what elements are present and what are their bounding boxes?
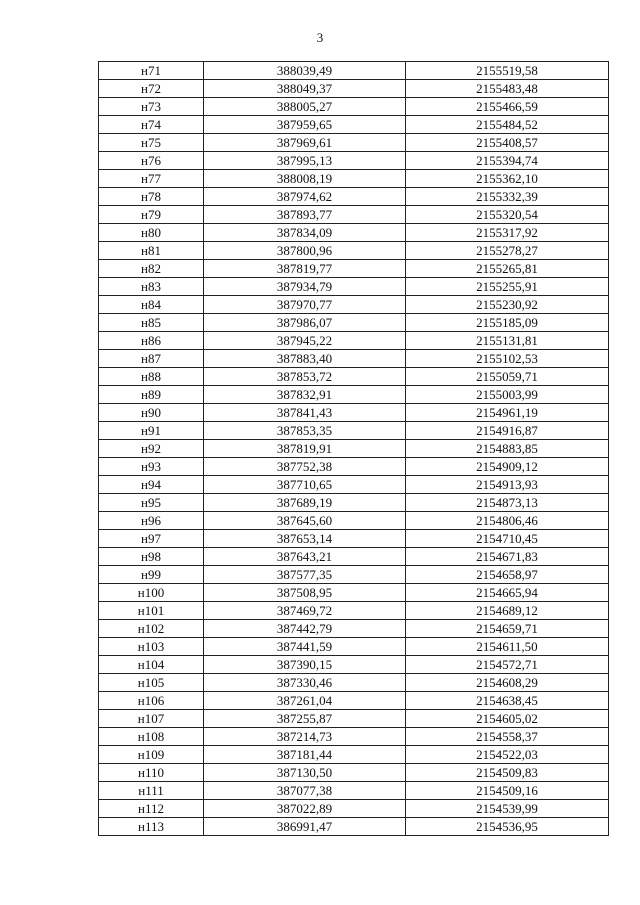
point-id-cell: н113	[99, 818, 204, 836]
point-id-cell: н109	[99, 746, 204, 764]
point-id-cell: н107	[99, 710, 204, 728]
y-coordinate-cell: 2154671,83	[406, 548, 609, 566]
x-coordinate-cell: 387853,35	[204, 422, 406, 440]
point-id-cell: н111	[99, 782, 204, 800]
point-id-cell: н103	[99, 638, 204, 656]
table-row	[99, 458, 609, 476]
point-id-cell: н87	[99, 350, 204, 368]
table-row	[99, 530, 609, 548]
point-id-cell: н91	[99, 422, 204, 440]
point-id-cell: н74	[99, 116, 204, 134]
table-row	[99, 584, 609, 602]
coordinates-table-body	[99, 62, 609, 836]
point-id-cell: н77	[99, 170, 204, 188]
y-coordinate-cell: 2155059,71	[406, 368, 609, 386]
x-coordinate-cell: 387645,60	[204, 512, 406, 530]
point-id-cell: н94	[99, 476, 204, 494]
y-coordinate-cell: 2154558,37	[406, 728, 609, 746]
y-coordinate-cell: 2154961,19	[406, 404, 609, 422]
table-row	[99, 98, 609, 116]
point-id-cell: н82	[99, 260, 204, 278]
table-row	[99, 692, 609, 710]
point-id-cell: н112	[99, 800, 204, 818]
x-coordinate-cell: 388005,27	[204, 98, 406, 116]
x-coordinate-cell: 387752,38	[204, 458, 406, 476]
x-coordinate-cell: 387841,43	[204, 404, 406, 422]
point-id-cell: н85	[99, 314, 204, 332]
point-id-cell: н90	[99, 404, 204, 422]
point-id-cell: н73	[99, 98, 204, 116]
x-coordinate-cell: 387832,91	[204, 386, 406, 404]
table-row	[99, 476, 609, 494]
x-coordinate-cell: 387893,77	[204, 206, 406, 224]
point-id-cell: н104	[99, 656, 204, 674]
x-coordinate-cell: 387969,61	[204, 134, 406, 152]
table-row	[99, 62, 609, 80]
y-coordinate-cell: 2155408,57	[406, 134, 609, 152]
y-coordinate-cell: 2154689,12	[406, 602, 609, 620]
x-coordinate-cell: 387442,79	[204, 620, 406, 638]
x-coordinate-cell: 388049,37	[204, 80, 406, 98]
x-coordinate-cell: 387330,46	[204, 674, 406, 692]
y-coordinate-cell: 2154611,50	[406, 638, 609, 656]
table-row	[99, 386, 609, 404]
x-coordinate-cell: 387970,77	[204, 296, 406, 314]
table-row	[99, 170, 609, 188]
y-coordinate-cell: 2154638,45	[406, 692, 609, 710]
x-coordinate-cell: 387643,21	[204, 548, 406, 566]
coordinates-table	[98, 61, 609, 836]
x-coordinate-cell: 387214,73	[204, 728, 406, 746]
y-coordinate-cell: 2155255,91	[406, 278, 609, 296]
x-coordinate-cell: 387441,59	[204, 638, 406, 656]
y-coordinate-cell: 2155484,52	[406, 116, 609, 134]
table-row	[99, 332, 609, 350]
table-row	[99, 350, 609, 368]
y-coordinate-cell: 2154522,03	[406, 746, 609, 764]
point-id-cell: н99	[99, 566, 204, 584]
x-coordinate-cell: 387255,87	[204, 710, 406, 728]
x-coordinate-cell: 387883,40	[204, 350, 406, 368]
point-id-cell: н92	[99, 440, 204, 458]
x-coordinate-cell: 387469,72	[204, 602, 406, 620]
x-coordinate-cell: 387077,38	[204, 782, 406, 800]
page-number: 3	[316, 30, 324, 45]
y-coordinate-cell: 2154605,02	[406, 710, 609, 728]
table-row	[99, 710, 609, 728]
point-id-cell: н72	[99, 80, 204, 98]
x-coordinate-cell: 387959,65	[204, 116, 406, 134]
x-coordinate-cell: 387689,19	[204, 494, 406, 512]
table-row	[99, 134, 609, 152]
x-coordinate-cell: 387261,04	[204, 692, 406, 710]
table-row	[99, 620, 609, 638]
table-row	[99, 746, 609, 764]
y-coordinate-cell: 2155230,92	[406, 296, 609, 314]
x-coordinate-cell: 388008,19	[204, 170, 406, 188]
point-id-cell: н108	[99, 728, 204, 746]
y-coordinate-cell: 2155483,48	[406, 80, 609, 98]
y-coordinate-cell: 2154913,93	[406, 476, 609, 494]
point-id-cell: н97	[99, 530, 204, 548]
point-id-cell: н106	[99, 692, 204, 710]
point-id-cell: н71	[99, 62, 204, 80]
y-coordinate-cell: 2155332,39	[406, 188, 609, 206]
x-coordinate-cell: 387022,89	[204, 800, 406, 818]
point-id-cell: н79	[99, 206, 204, 224]
x-coordinate-cell: 387577,35	[204, 566, 406, 584]
x-coordinate-cell: 387800,96	[204, 242, 406, 260]
table-row	[99, 800, 609, 818]
y-coordinate-cell: 2155466,59	[406, 98, 609, 116]
y-coordinate-cell: 2155519,58	[406, 62, 609, 80]
point-id-cell: н89	[99, 386, 204, 404]
table-row	[99, 206, 609, 224]
y-coordinate-cell: 2155102,53	[406, 350, 609, 368]
x-coordinate-cell: 387819,91	[204, 440, 406, 458]
x-coordinate-cell: 387390,15	[204, 656, 406, 674]
x-coordinate-cell: 387853,72	[204, 368, 406, 386]
table-row	[99, 278, 609, 296]
table-row	[99, 440, 609, 458]
point-id-cell: н98	[99, 548, 204, 566]
table-row	[99, 296, 609, 314]
y-coordinate-cell: 2155131,81	[406, 332, 609, 350]
x-coordinate-cell: 387974,62	[204, 188, 406, 206]
y-coordinate-cell: 2154873,13	[406, 494, 609, 512]
point-id-cell: н83	[99, 278, 204, 296]
point-id-cell: н105	[99, 674, 204, 692]
table-row	[99, 512, 609, 530]
point-id-cell: н100	[99, 584, 204, 602]
table-row	[99, 314, 609, 332]
y-coordinate-cell: 2155003,99	[406, 386, 609, 404]
x-coordinate-cell: 387995,13	[204, 152, 406, 170]
y-coordinate-cell: 2154536,95	[406, 818, 609, 836]
table-row	[99, 818, 609, 836]
point-id-cell: н86	[99, 332, 204, 350]
table-row	[99, 728, 609, 746]
table-row	[99, 782, 609, 800]
table-row	[99, 152, 609, 170]
x-coordinate-cell: 387834,09	[204, 224, 406, 242]
y-coordinate-cell: 2154509,16	[406, 782, 609, 800]
table-row	[99, 368, 609, 386]
x-coordinate-cell: 387130,50	[204, 764, 406, 782]
y-coordinate-cell: 2154883,85	[406, 440, 609, 458]
y-coordinate-cell: 2154539,99	[406, 800, 609, 818]
y-coordinate-cell: 2155317,92	[406, 224, 609, 242]
table-row	[99, 404, 609, 422]
y-coordinate-cell: 2154659,71	[406, 620, 609, 638]
point-id-cell: н75	[99, 134, 204, 152]
y-coordinate-cell: 2154608,29	[406, 674, 609, 692]
point-id-cell: н81	[99, 242, 204, 260]
table-row	[99, 188, 609, 206]
table-row	[99, 674, 609, 692]
y-coordinate-cell: 2154665,94	[406, 584, 609, 602]
point-id-cell: н78	[99, 188, 204, 206]
x-coordinate-cell: 387181,44	[204, 746, 406, 764]
point-id-cell: н96	[99, 512, 204, 530]
x-coordinate-cell: 387945,22	[204, 332, 406, 350]
y-coordinate-cell: 2155320,54	[406, 206, 609, 224]
table-row	[99, 494, 609, 512]
point-id-cell: н84	[99, 296, 204, 314]
table-row	[99, 602, 609, 620]
y-coordinate-cell: 2154916,87	[406, 422, 609, 440]
x-coordinate-cell: 387653,14	[204, 530, 406, 548]
table-row	[99, 548, 609, 566]
x-coordinate-cell: 387986,07	[204, 314, 406, 332]
y-coordinate-cell: 2155185,09	[406, 314, 609, 332]
point-id-cell: н102	[99, 620, 204, 638]
point-id-cell: н101	[99, 602, 204, 620]
table-row	[99, 224, 609, 242]
y-coordinate-cell: 2154509,83	[406, 764, 609, 782]
table-row	[99, 566, 609, 584]
y-coordinate-cell: 2154909,12	[406, 458, 609, 476]
y-coordinate-cell: 2155265,81	[406, 260, 609, 278]
y-coordinate-cell: 2154572,71	[406, 656, 609, 674]
y-coordinate-cell: 2155394,74	[406, 152, 609, 170]
x-coordinate-cell: 388039,49	[204, 62, 406, 80]
x-coordinate-cell: 387508,95	[204, 584, 406, 602]
table-row	[99, 422, 609, 440]
table-row	[99, 764, 609, 782]
table-row	[99, 656, 609, 674]
table-row	[99, 116, 609, 134]
x-coordinate-cell: 387710,65	[204, 476, 406, 494]
point-id-cell: н110	[99, 764, 204, 782]
y-coordinate-cell: 2154806,46	[406, 512, 609, 530]
point-id-cell: н95	[99, 494, 204, 512]
x-coordinate-cell: 386991,47	[204, 818, 406, 836]
y-coordinate-cell: 2155278,27	[406, 242, 609, 260]
x-coordinate-cell: 387819,77	[204, 260, 406, 278]
y-coordinate-cell: 2154658,97	[406, 566, 609, 584]
y-coordinate-cell: 2155362,10	[406, 170, 609, 188]
point-id-cell: н88	[99, 368, 204, 386]
point-id-cell: н93	[99, 458, 204, 476]
x-coordinate-cell: 387934,79	[204, 278, 406, 296]
point-id-cell: н80	[99, 224, 204, 242]
table-row	[99, 638, 609, 656]
table-row	[99, 80, 609, 98]
table-row	[99, 260, 609, 278]
table-row	[99, 242, 609, 260]
y-coordinate-cell: 2154710,45	[406, 530, 609, 548]
point-id-cell: н76	[99, 152, 204, 170]
